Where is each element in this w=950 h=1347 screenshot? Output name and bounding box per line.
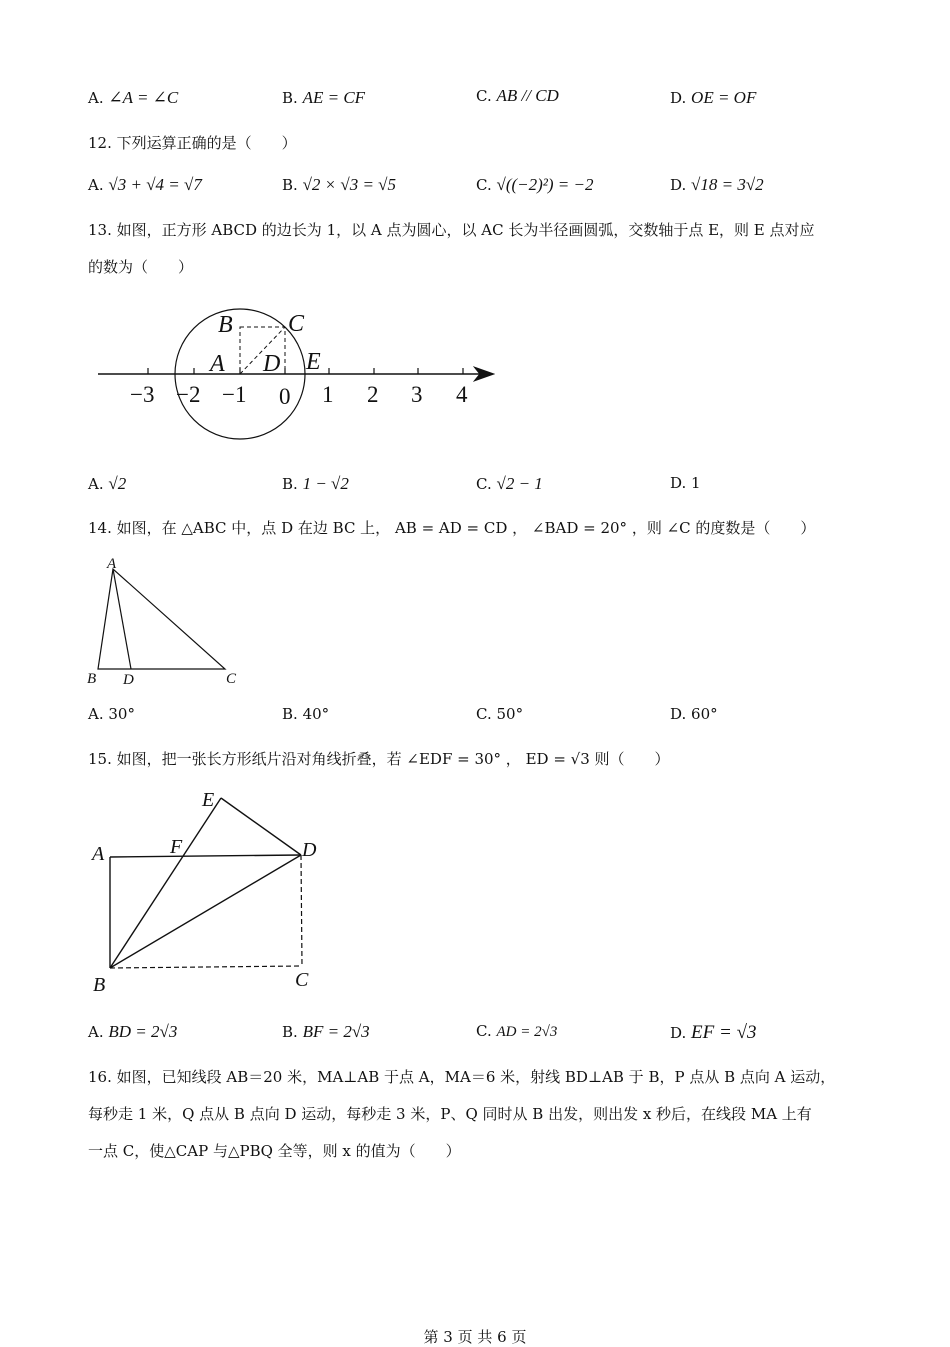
- point-d-label: D: [263, 351, 281, 377]
- q15-stem: 15. 如图，把一张长方形纸片沿对角线折叠，若 ∠EDF = 30° ， ED = √3 则（ ）: [88, 750, 670, 768]
- q16-line3: 一点 C，使△CAP 与△PBQ 全等，则 x 的值为（ ）: [88, 1142, 461, 1160]
- q15-figure: [88, 784, 338, 999]
- q15-option-b: B. BF = 2√3: [282, 1022, 370, 1041]
- point-d-label: D: [302, 839, 317, 861]
- segment-ad: [110, 855, 301, 857]
- point-c-label: C: [226, 671, 237, 687]
- point-a-label: A: [210, 351, 225, 377]
- q11-option-a: A. ∠A = ∠C: [88, 88, 179, 107]
- q15-option-a: A. BD = 2√3: [88, 1022, 178, 1041]
- segment-be: [110, 798, 221, 968]
- q13-option-d: D. 1: [670, 474, 701, 492]
- q11-option-d: D. OE = OF: [670, 88, 757, 107]
- q12-stem: 12. 下列运算正确的是（ ）: [88, 134, 297, 152]
- triangle-abc: [98, 569, 225, 669]
- q14-option-d: D. 60°: [670, 705, 718, 723]
- q16-line1: 16. 如图，已知线段 AB＝20 米，MA⊥AB 于点 A，MA＝6 米，射线 BD⊥AB 于 B，P 点从 B 点向 A 运动，: [88, 1068, 836, 1086]
- point-a-label: A: [92, 843, 105, 865]
- point-e-label: E: [202, 789, 215, 811]
- point-e-label: E: [306, 349, 321, 375]
- tick-label: −3: [130, 382, 155, 407]
- tick-label: 1: [322, 382, 334, 407]
- point-a-label: A: [107, 556, 117, 572]
- point-f-label: F: [170, 836, 183, 858]
- q14-stem: 14. 如图，在 △ABC 中，点 D 在边 BC 上， AB = AD = CD ， ∠BAD = 20° ，则 ∠C 的度数是（ ）: [88, 519, 816, 537]
- point-b-label: B: [87, 671, 97, 687]
- tick-label: 4: [456, 382, 468, 407]
- diagonal-bd: [110, 855, 301, 968]
- q16-line2: 每秒走 1 米，Q 点从 B 点向 D 运动，每秒走 3 米，P、Q 同时从 B 出发，则出发 x 秒后，在线段 MA 上有: [88, 1105, 812, 1123]
- segment-ed: [221, 798, 301, 855]
- tick-label: 0: [279, 384, 291, 409]
- q14-figure: [84, 552, 254, 692]
- q12-option-b: B. √2 × √3 = √5: [282, 175, 397, 194]
- q13-option-a: A. √2: [88, 474, 127, 493]
- q11-option-b: B. AE = CF: [282, 88, 366, 107]
- tick-label: −2: [176, 382, 201, 407]
- segment-ad: [113, 569, 131, 669]
- q14-option-a: A. 30°: [88, 705, 135, 723]
- tick-label: 3: [411, 382, 423, 407]
- q14-option-c: C. 50°: [476, 705, 524, 723]
- point-c-label: C: [295, 969, 309, 991]
- q13-stem-line1: 13. 如图，正方形 ABCD 的边长为 1，以 A 点为圆心，以 AC 长为半径画圆弧，交数轴于点 E，则 E 点对应: [88, 221, 815, 239]
- segment-bc-dashed: [110, 966, 302, 968]
- point-c-label: C: [288, 311, 305, 337]
- q14-option-b: B. 40°: [282, 705, 330, 723]
- q13-option-b: B. 1 − √2: [282, 474, 349, 493]
- q11-option-c: C. AB // CD: [476, 86, 559, 105]
- point-b-label: B: [93, 974, 106, 996]
- q15-option-d: D. EF = √3: [670, 1022, 757, 1043]
- point-d-label: D: [123, 672, 134, 688]
- q12-option-d: D. √18 = 3√2: [670, 175, 764, 194]
- segment-dc-dashed: [301, 855, 302, 966]
- tick-label: 2: [367, 382, 379, 407]
- q13-option-c: C. √2 − 1: [476, 474, 543, 493]
- point-b-label: B: [218, 312, 233, 338]
- q12-option-a: A. √3 + √4 = √7: [88, 175, 202, 194]
- q15-option-c: C. AD = 2√3: [476, 1022, 558, 1040]
- q13-figure: [90, 300, 510, 450]
- page-footer: 第 3 页 共 6 页: [423, 1328, 527, 1346]
- q13-stem-line2: 的数为（ ）: [88, 258, 194, 276]
- q12-option-c: C. √((−2)²) = −2: [476, 175, 594, 194]
- tick-label: −1: [222, 382, 247, 407]
